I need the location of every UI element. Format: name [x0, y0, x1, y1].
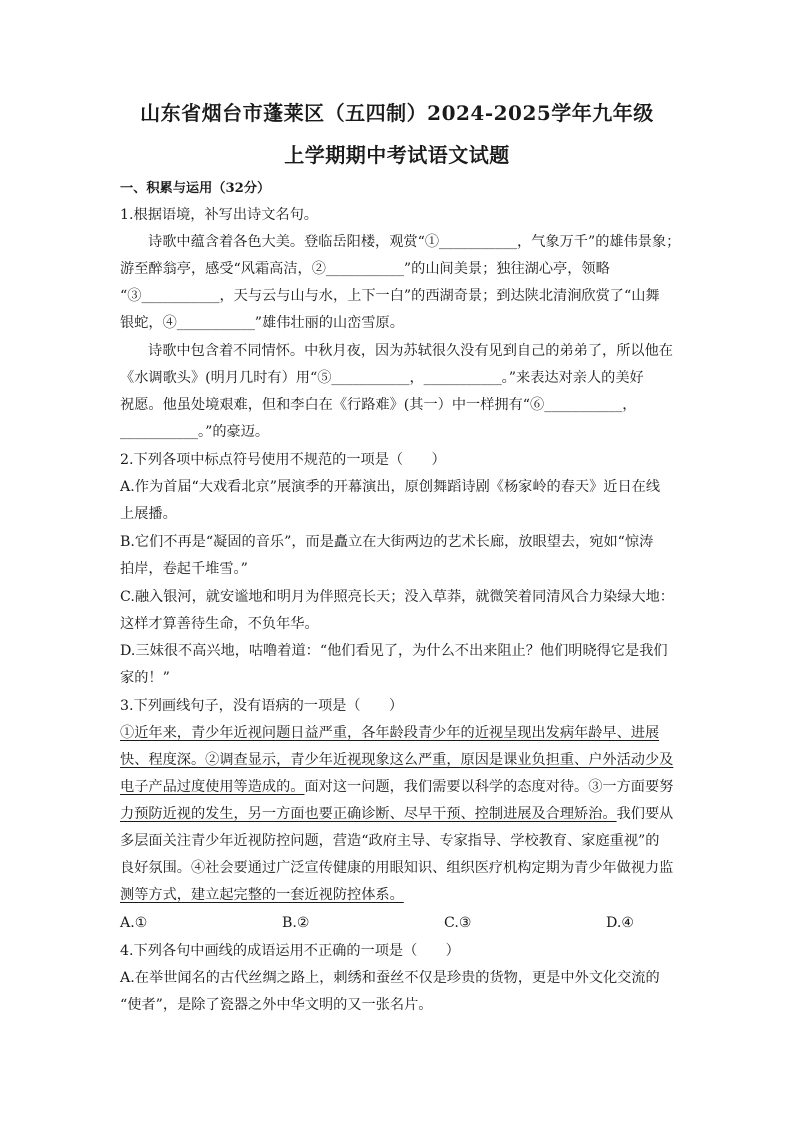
- q2-option-line: 家的！”: [120, 670, 170, 686]
- q3-option-c: C.③: [444, 915, 472, 931]
- q1-line: 诗歌中包含着不同情怀。中秋月夜，因为苏轼很久没有见到自己的弟弟了，所以他在: [148, 343, 673, 359]
- q3-passage-line: [120, 724, 659, 742]
- q2-stem: 2.下列各项中标点符号使用不规范的一项是（ ）: [120, 452, 446, 468]
- q1-line: 游至醉翁亭，感受“风霜高洁，②___________”的山间美景；独往湖心亭，领略: [120, 261, 610, 277]
- q3-passage-line: 多层面关注青少年近视防控问题，营造“政府主导、专家指导、学校教育、家庭重视”的: [120, 833, 660, 849]
- q1-line: 诗歌中蕴含着各色大美。登临岳阳楼，观赏“①___________，气象万千”的雄伟景象；: [148, 234, 681, 250]
- underlined-sentence: 电子产品过度使用等造成的。: [120, 779, 305, 795]
- q1-line: ___________。”的豪迈。: [120, 424, 270, 440]
- q1-line: 银蛇，④___________”雄伟壮丽的山峦雪原。: [120, 315, 404, 331]
- q2-option-line: D.三妹很不高兴地，咕噜着道：“他们看见了，为什么不出来阻止？他们明晓得它是我们: [120, 643, 668, 659]
- q2-option-line: 这样才算善待生命，不负年华。: [120, 616, 319, 632]
- q1-line: 《水调歌头》(明月几时有）用“⑤___________，___________。”来表达对亲人的美好: [120, 370, 644, 386]
- section-heading: 一、积累与运用（32分）: [120, 181, 271, 196]
- q2-option-line: A.作为首届“大戏看北京”展演季的开幕演出，原创舞蹈诗剧《杨家岭的春天》近日在线: [120, 479, 661, 495]
- q3-passage-line: 良好氛围。④社会要通过广泛宣传健康的用眼知识、组织医疗机构定期为青少年做视力监: [120, 860, 674, 876]
- q1-stem: 1.根据语境，补写出诗文名句。: [120, 207, 318, 223]
- exam-title-line1: 山东省烟台市蓬莱区（五四制）2024-2025学年九年级: [140, 101, 654, 125]
- q3-option-d: D.④: [606, 915, 635, 931]
- q4-option-line: A.在举世闻名的古代丝绸之路上，刺绣和蚕丝不仅是珍贵的货物，更是中外文化交流的: [120, 970, 660, 986]
- q1-line: “③___________，天与云与山与水，上下一白”的西湖奇景；到达陕北清涧欣赏了“山舞: [120, 288, 660, 304]
- q3-option-a: A.①: [120, 915, 148, 931]
- q3-option-b: B.②: [282, 915, 310, 931]
- q2-option-line: 拍岸，卷起千堆雪。”: [120, 561, 248, 577]
- q1-line: 祝愿。他虽处境艰难，但和李白在《行路难》(其一）中一样拥有“⑥___________，: [120, 397, 637, 413]
- q3-passage-line: 力预防近视的发生，另一方面也要正确诊断、尽早干预、控制进展及合理矫治。我们要从: [120, 806, 674, 822]
- q3-stem: 3.下列画线句子，没有语病的一项是（ ）: [120, 698, 404, 714]
- q2-option-line: 上展播。: [120, 506, 177, 522]
- q3-passage-line: [120, 886, 404, 904]
- q3-passage-line: 电子产品过度使用等造成的。面对这一问题，我们需要以科学的态度对待。③一方面要努: [120, 779, 674, 795]
- exam-title-line2: 上学期期中考试语文试题: [284, 143, 510, 167]
- q2-option-line: B.它们不再是“凝固的音乐”，而是矗立在大街两边的艺术长廊，放眼望去，宛如“惊涛: [120, 534, 654, 550]
- q2-option-line: C.融入银河，就安谧地和明月为伴照亮长天；没入草莽，就微笑着同清风合力染绿大地：: [120, 589, 674, 605]
- q4-stem: 4.下列各句中画线的成语运用不正确的一项是（ ）: [120, 943, 460, 959]
- underlined-sentence: ①近年来，青少年近视问题日益严重，各年龄段青少年的近视呈现出发病年龄早、进展: [120, 725, 660, 741]
- q4-option-line: “使者”，是除了瓷器之外中华文明的又一张名片。: [120, 997, 433, 1013]
- underlined-sentence: 测等方式，建立起完整的一套近视防控体系。: [120, 887, 404, 903]
- q3-passage-line: [120, 751, 673, 769]
- underlined-sentence: 力预防近视的发生，另一方面也要正确诊断、尽早干预、控制进展及合理矫治。: [120, 806, 617, 822]
- underlined-sentence: 快、程度深。②调查显示，青少年近视现象这么严重，原因是课业负担重、户外活动少及: [120, 752, 674, 768]
